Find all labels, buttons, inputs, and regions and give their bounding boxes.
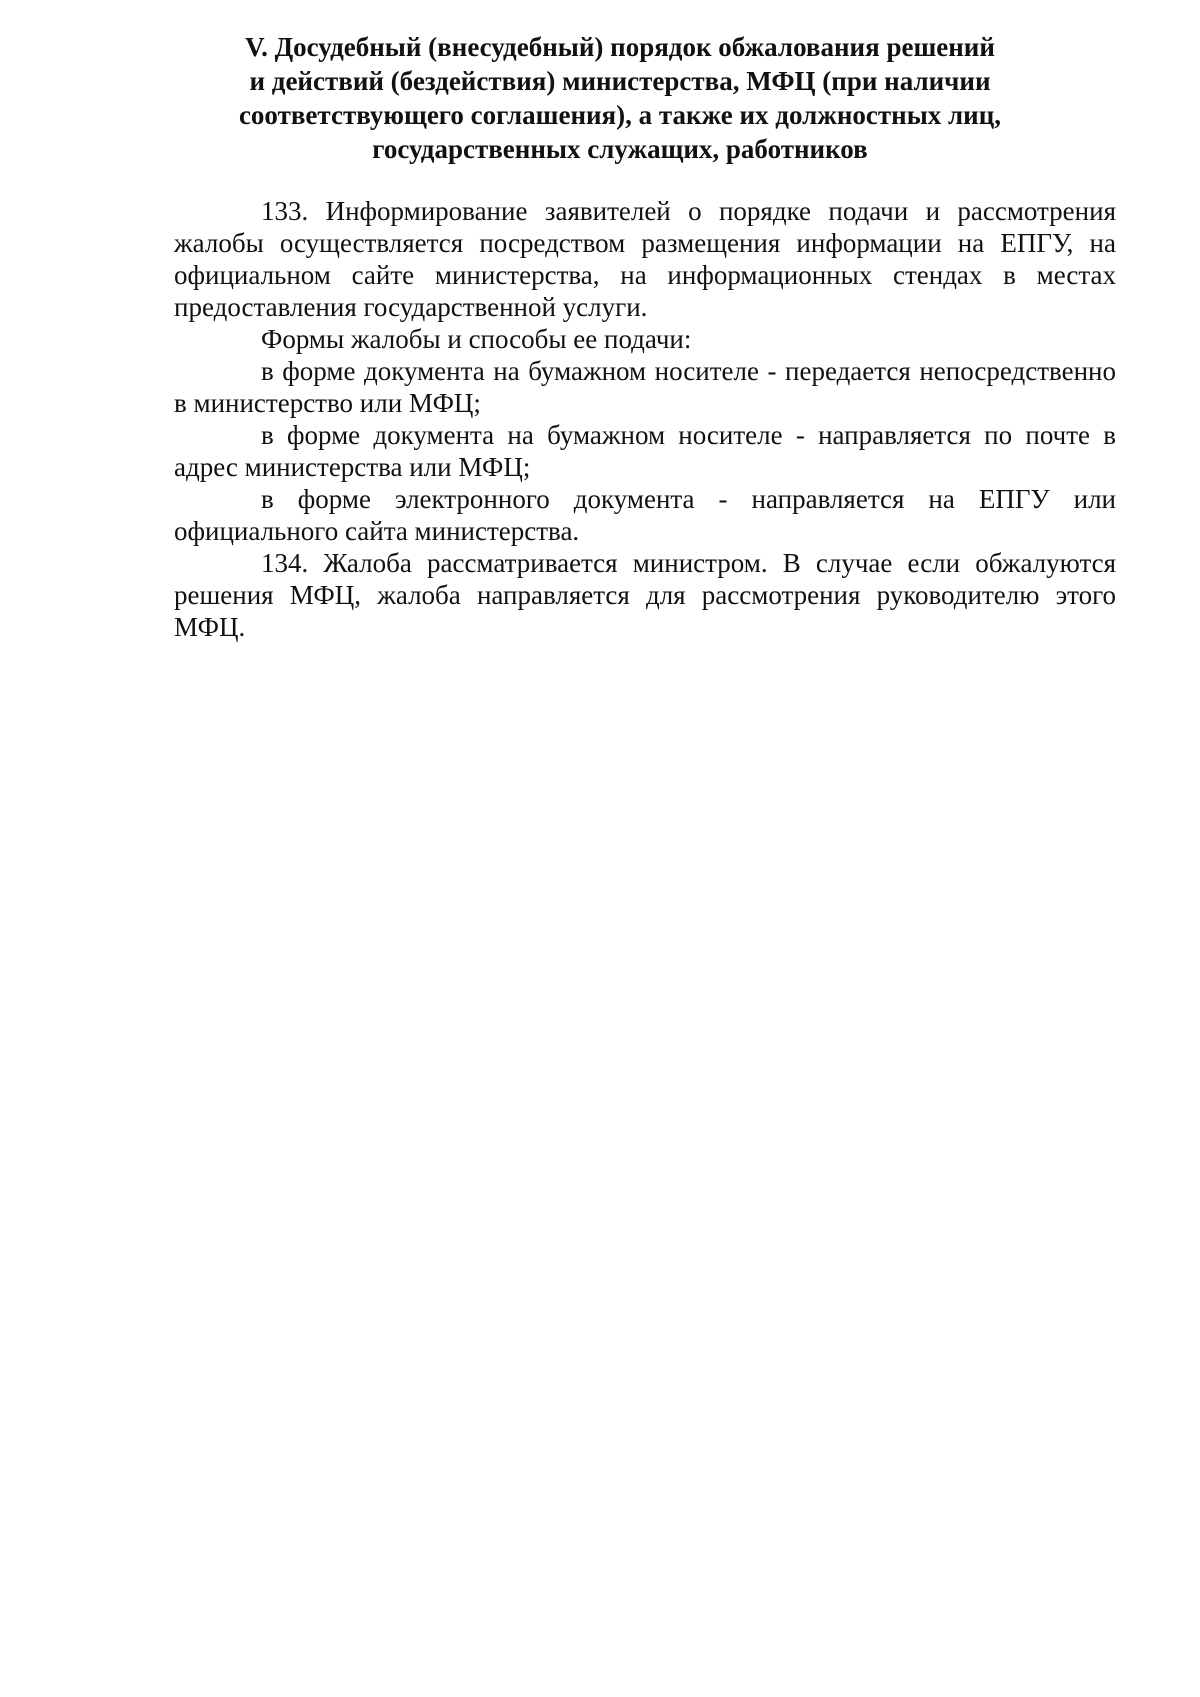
paragraph-133: 133. Информирование заявителей о порядке подачи и рассмотрения жалобы осуществляется посредством размещения информации на ЕПГУ, на официальном сайте министерства, на информационных стендах в местах предоставления государственной услуги. bbox=[174, 196, 1116, 322]
section-body bbox=[174, 195, 1116, 643]
paragraph-134: 134. Жалоба рассматривается министром. В случае если обжалуются решения МФЦ, жалоба направляется для рассмотрения руководителю этого МФЦ. bbox=[174, 548, 1116, 642]
paragraph-forms-intro: Формы жалобы и способы ее подачи: bbox=[261, 324, 692, 354]
paragraph-form-paper-direct: в форме документа на бумажном носителе - передается непосредственно в министерство или МФЦ; bbox=[174, 356, 1116, 418]
paragraph-form-electronic: в форме электронного документа - направляется на ЕПГУ или официального сайта министерства. bbox=[174, 484, 1116, 546]
heading-line: V. Досудебный (внесудебный) порядок обжалования решений bbox=[245, 32, 995, 62]
heading-line: и действий (бездействия) министерства, МФЦ (при наличии bbox=[249, 66, 991, 96]
heading-line: соответствующего соглашения), а также их должностных лиц, bbox=[238, 100, 1002, 130]
paragraph-form-paper-mail: в форме документа на бумажном носителе - направляется по почте в адрес министерства или МФЦ; bbox=[174, 420, 1116, 482]
section-heading bbox=[150, 30, 1090, 166]
heading-line: государственных служащих, работников bbox=[372, 134, 868, 164]
